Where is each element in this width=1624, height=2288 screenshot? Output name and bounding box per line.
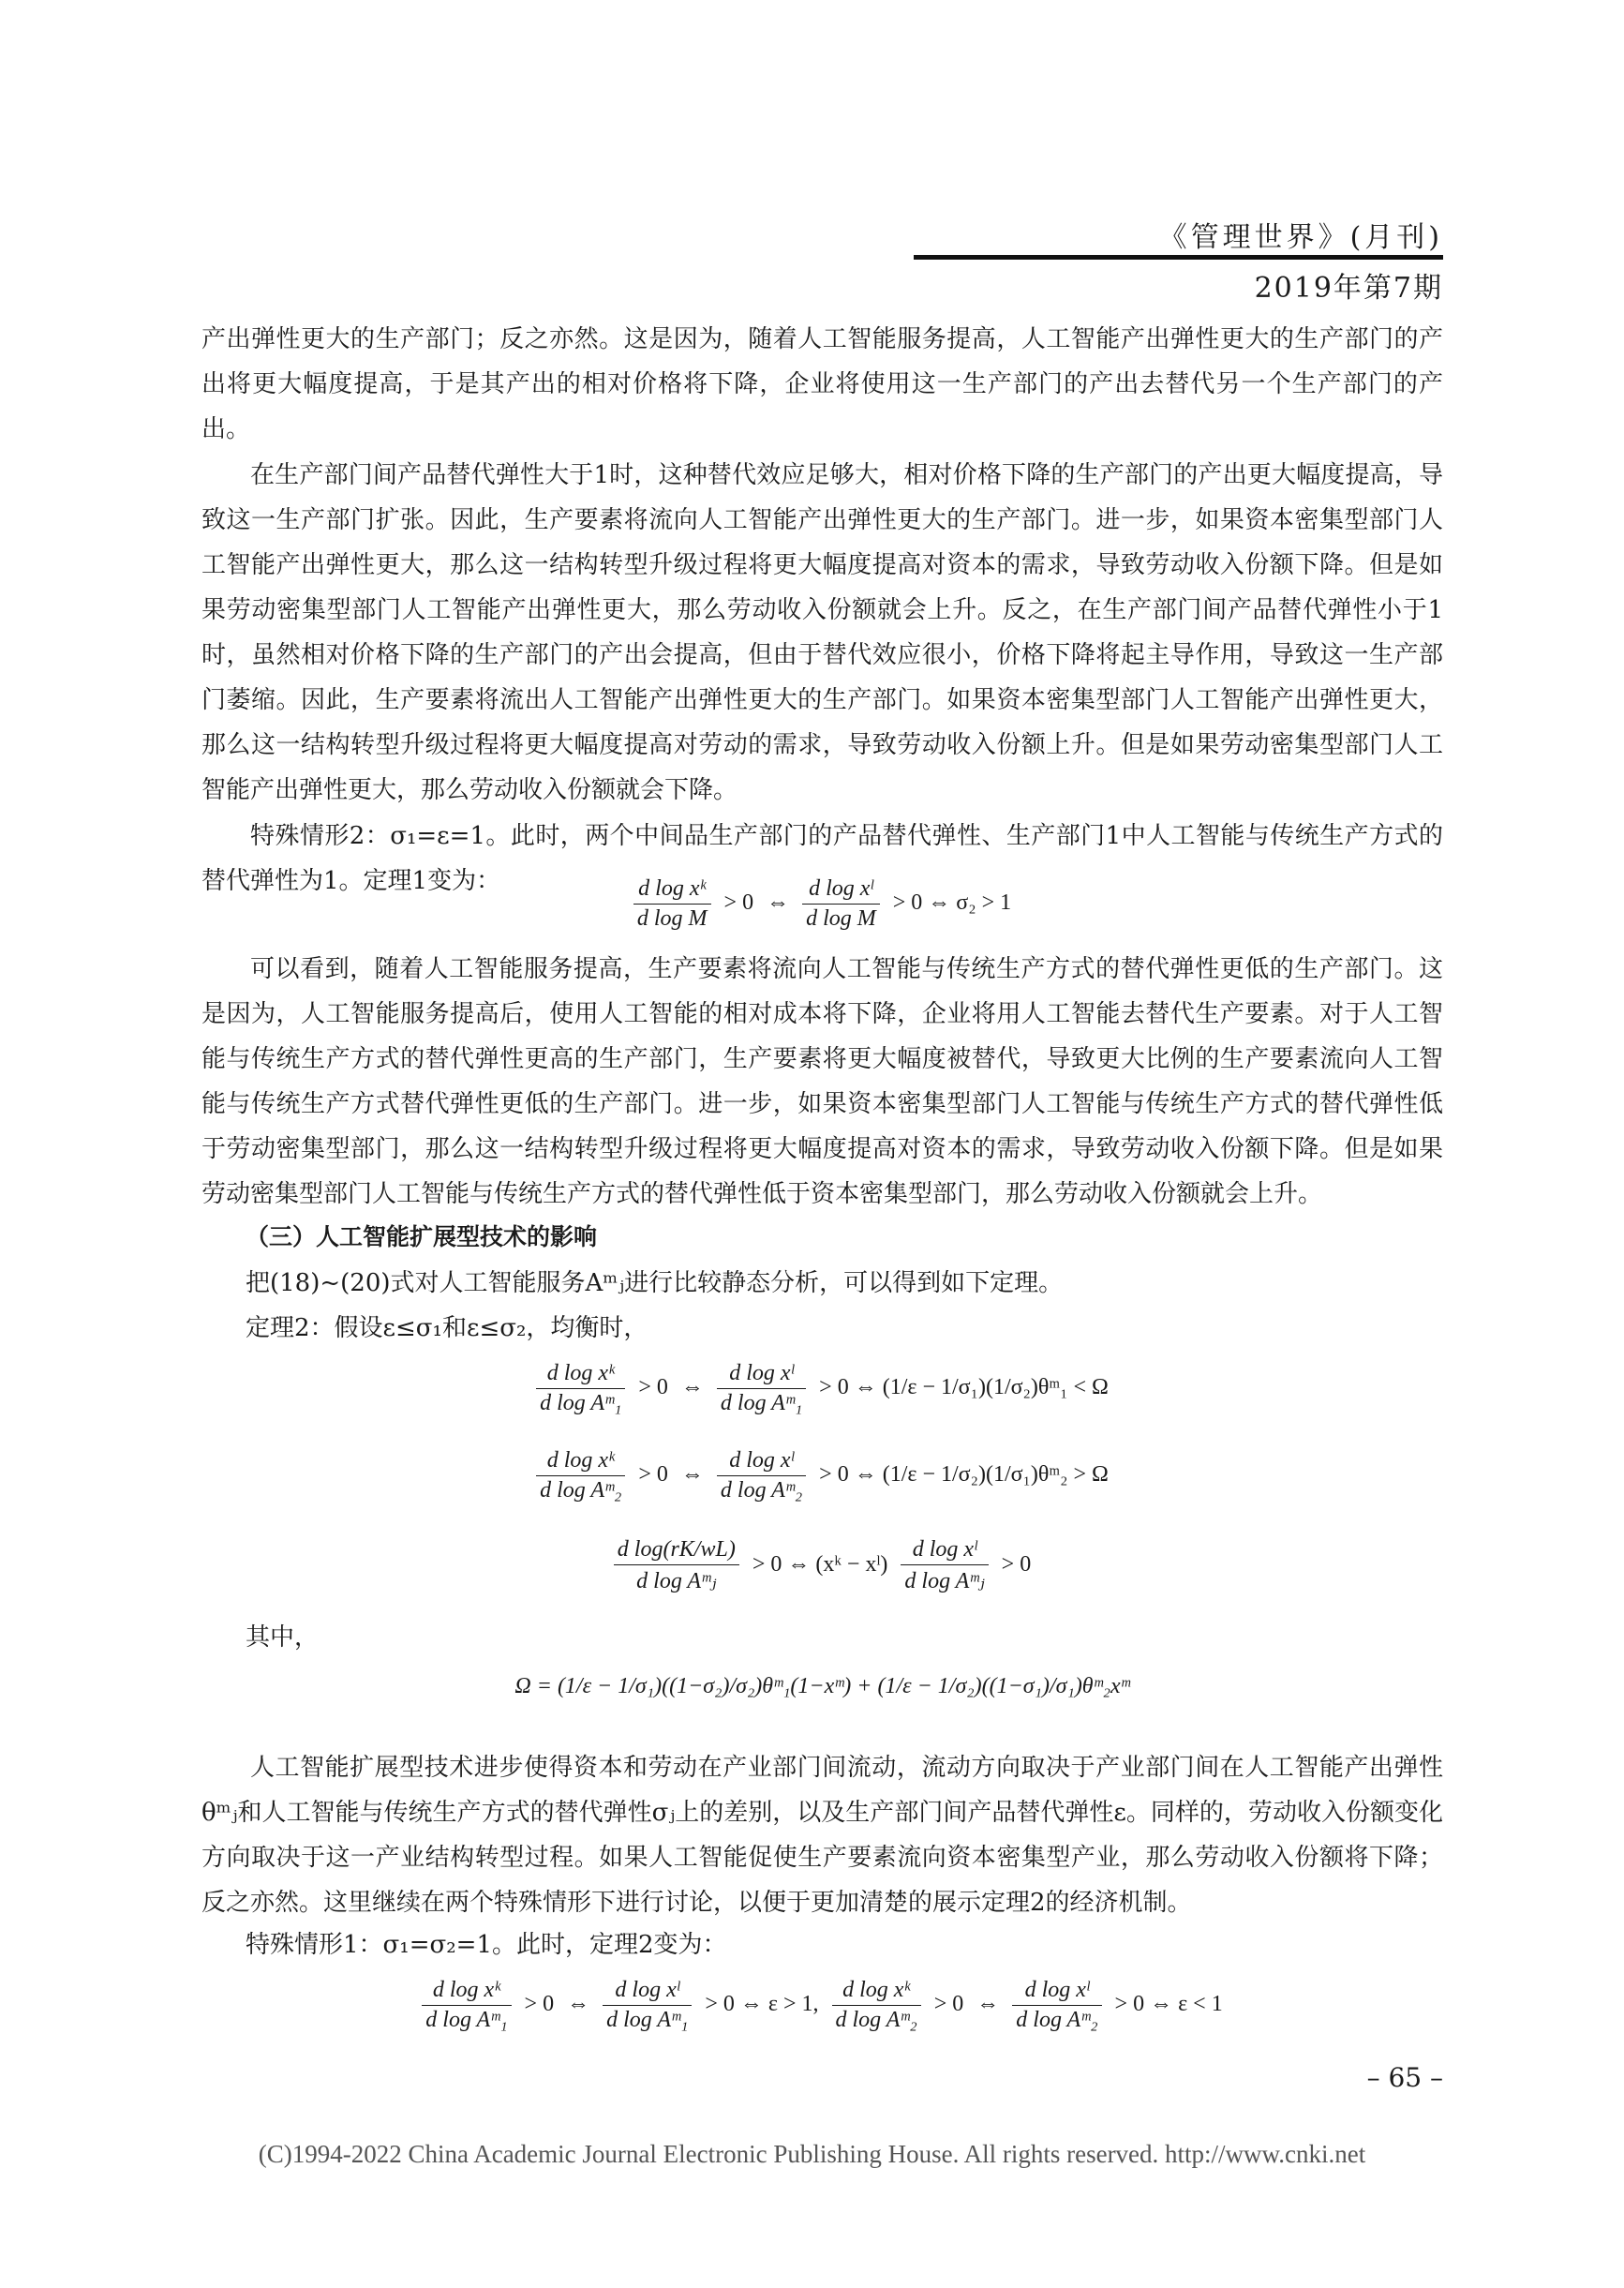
paragraph-7: 其中， (246, 1623, 320, 1652)
paragraph-6: 定理2：假设ε≤σ₁和ε≤σ₂，均衡时， (246, 1314, 648, 1342)
equation-2: $\frac{\text{d log xᵏ}}{\text{d log Aᵐ₁}}$ > 0 ⇔ $\frac{\text{d log xˡ}}{\text{d log Aᵐ₁}}$ > 0 ⇔ (1/ε − 1/σ₁)(1/σ₂)θᵐ₁ < Ω (201, 1361, 1443, 1416)
paragraph-9: 特殊情形1：σ₁=σ₂=1。此时，定理2变为： (246, 1931, 727, 1959)
paragraph-8: 人工智能扩展型技术进步使得资本和劳动在产业部门间流动，流动方向取决于产业部门间在人工智能产出弹性θᵐⱼ和人工智能与传统生产方式的替代弹性σⱼ上的差别，以及生产部门间产品替代弹性ε。同样的，劳动收入份额变化方向取决于这一产业结构转型过程。如果人工智能促使生产要素流向资本密集型产业，那么劳动收入份额将下降；反之亦然。这里继续在两个特殊情形下进行讨论，以便于更加清楚的展示定理2的经济机制。 (201, 1754, 1443, 1917)
equation-3: $\frac{\text{d log xᵏ}}{\text{d log Aᵐ₂}}$ > 0 ⇔ $\frac{\text{d log xˡ}}{\text{d log Aᵐ₂}}$ > 0 ⇔ (1/ε − 1/σ₂)(1/σ₁)θᵐ₂ > Ω (201, 1448, 1443, 1503)
equation-1: $\frac{\text{d log xᵏ}}{\text{d log M}}$ > 0 ⇔ $\frac{\text{d log xˡ}}{\text{d log M}}$ > 0 ⇔ σ₂ > 1 (201, 876, 1443, 932)
equation-4: $\frac{\text{d log(rK/wL)}}{\text{d log Aᵐⱼ}}$ > 0 ⇔ (xᵏ − xˡ) $\frac{\text{d log xˡ}}{\text{d log Aᵐⱼ}}$ > 0 (201, 1537, 1443, 1594)
paragraph-2: 在生产部门间产品替代弹性大于1时，这种替代效应足够大，相对价格下降的生产部门的产出更大幅度提高，导致这一生产部门扩张。因此，生产要素将流向人工智能产出弹性更大的生产部门。进一步，如果资本密集型部门人工智能产出弹性更大，那么这一结构转型升级过程将更大幅度提高对资本的需求，导致劳动收入份额下降。但是如果劳动密集型部门人工智能产出弹性更大，那么劳动收入份额就会上升。反之，在生产部门间产品替代弹性小于1时，虽然相对价格下降的生产部门的产出会提高，但由于替代效应很小，价格下降将起主导作用，导致这一生产部门萎缩。因此，生产要素将流出人工智能产出弹性更大的生产部门。如果资本密集型部门人工智能产出弹性更大，那么这一结构转型升级过程将更大幅度提高对劳动的需求，导致劳动收入份额上升。但是如果劳动密集型部门人工智能产出弹性更大，那么劳动收入份额就会下降。 (201, 461, 1443, 804)
header-rule (914, 255, 1443, 260)
equation-6: $\frac{\text{d log xᵏ}}{\text{d log Aᵐ₁}}$ > 0 ⇔ $\frac{\text{d log xˡ}}{\text{d log Aᵐ₁}}$ > 0 ⇔ ε > 1, $\frac{\text{d log xᵏ}}{\text{d log Aᵐ₂}}$ > 0 ⇔ $\frac{\text{d log xˡ}}{\text{d log Aᵐ₂}}$ > 0 ⇔ ε < 1 (201, 1978, 1443, 2033)
journal-title: 《管理世界》(月刊) (1158, 221, 1443, 254)
section-heading: （三）人工智能扩展型技术的影响 (246, 1223, 598, 1250)
paragraph-3: 特殊情形2：σ₁=ε=1。此时，两个中间品生产部门的产品替代弹性、生产部门1中人工智能与传统生产方式的替代弹性为1。定理1变为： (201, 822, 1443, 895)
copyright-footer: (C)1994-2022 China Academic Journal Electronic Publishing House. All rights reserved. http://www.cnki.net (258, 2140, 1366, 2168)
equation-5: Ω = (1/ε − 1/σ₁)((1−σ₂)/σ₂)θᵐ₁(1−xᵐ) + (1/ε − 1/σ₂)((1−σ₁)/σ₁)θᵐ₂xᵐ (514, 1674, 1130, 1698)
page-number: – 65 – (1366, 2062, 1443, 2093)
paragraph-5: 把(18)~(20)式对人工智能服务Aᵐⱼ进行比较静态分析，可以得到如下定理。 (246, 1269, 1064, 1297)
issue-label: 2019年第7期 (1254, 272, 1443, 305)
paragraph-1: 产出弹性更大的生产部门；反之亦然。这是因为，随着人工智能服务提高，人工智能产出弹性更大的生产部门的产出将更大幅度提高，于是其产出的相对价格将下降，企业将使用这一生产部门的产出去替代另一个生产部门的产出。 (201, 325, 1443, 443)
paragraph-4: 可以看到，随着人工智能服务提高，生产要素将流向人工智能与传统生产方式的替代弹性更低的生产部门。这是因为，人工智能服务提高后，使用人工智能的相对成本将下降，企业将用人工智能去替代生产要素。对于人工智能与传统生产方式的替代弹性更高的生产部门，生产要素将更大幅度被替代，导致更大比例的生产要素流向人工智能与传统生产方式替代弹性更低的生产部门。进一步，如果资本密集型部门人工智能与传统生产方式的替代弹性低于劳动密集型部门，那么这一结构转型升级过程将更大幅度提高对资本的需求，导致劳动收入份额下降。但是如果劳动密集型部门人工智能与传统生产方式的替代弹性低于资本密集型部门，那么劳动收入份额就会上升。 (201, 955, 1443, 1208)
